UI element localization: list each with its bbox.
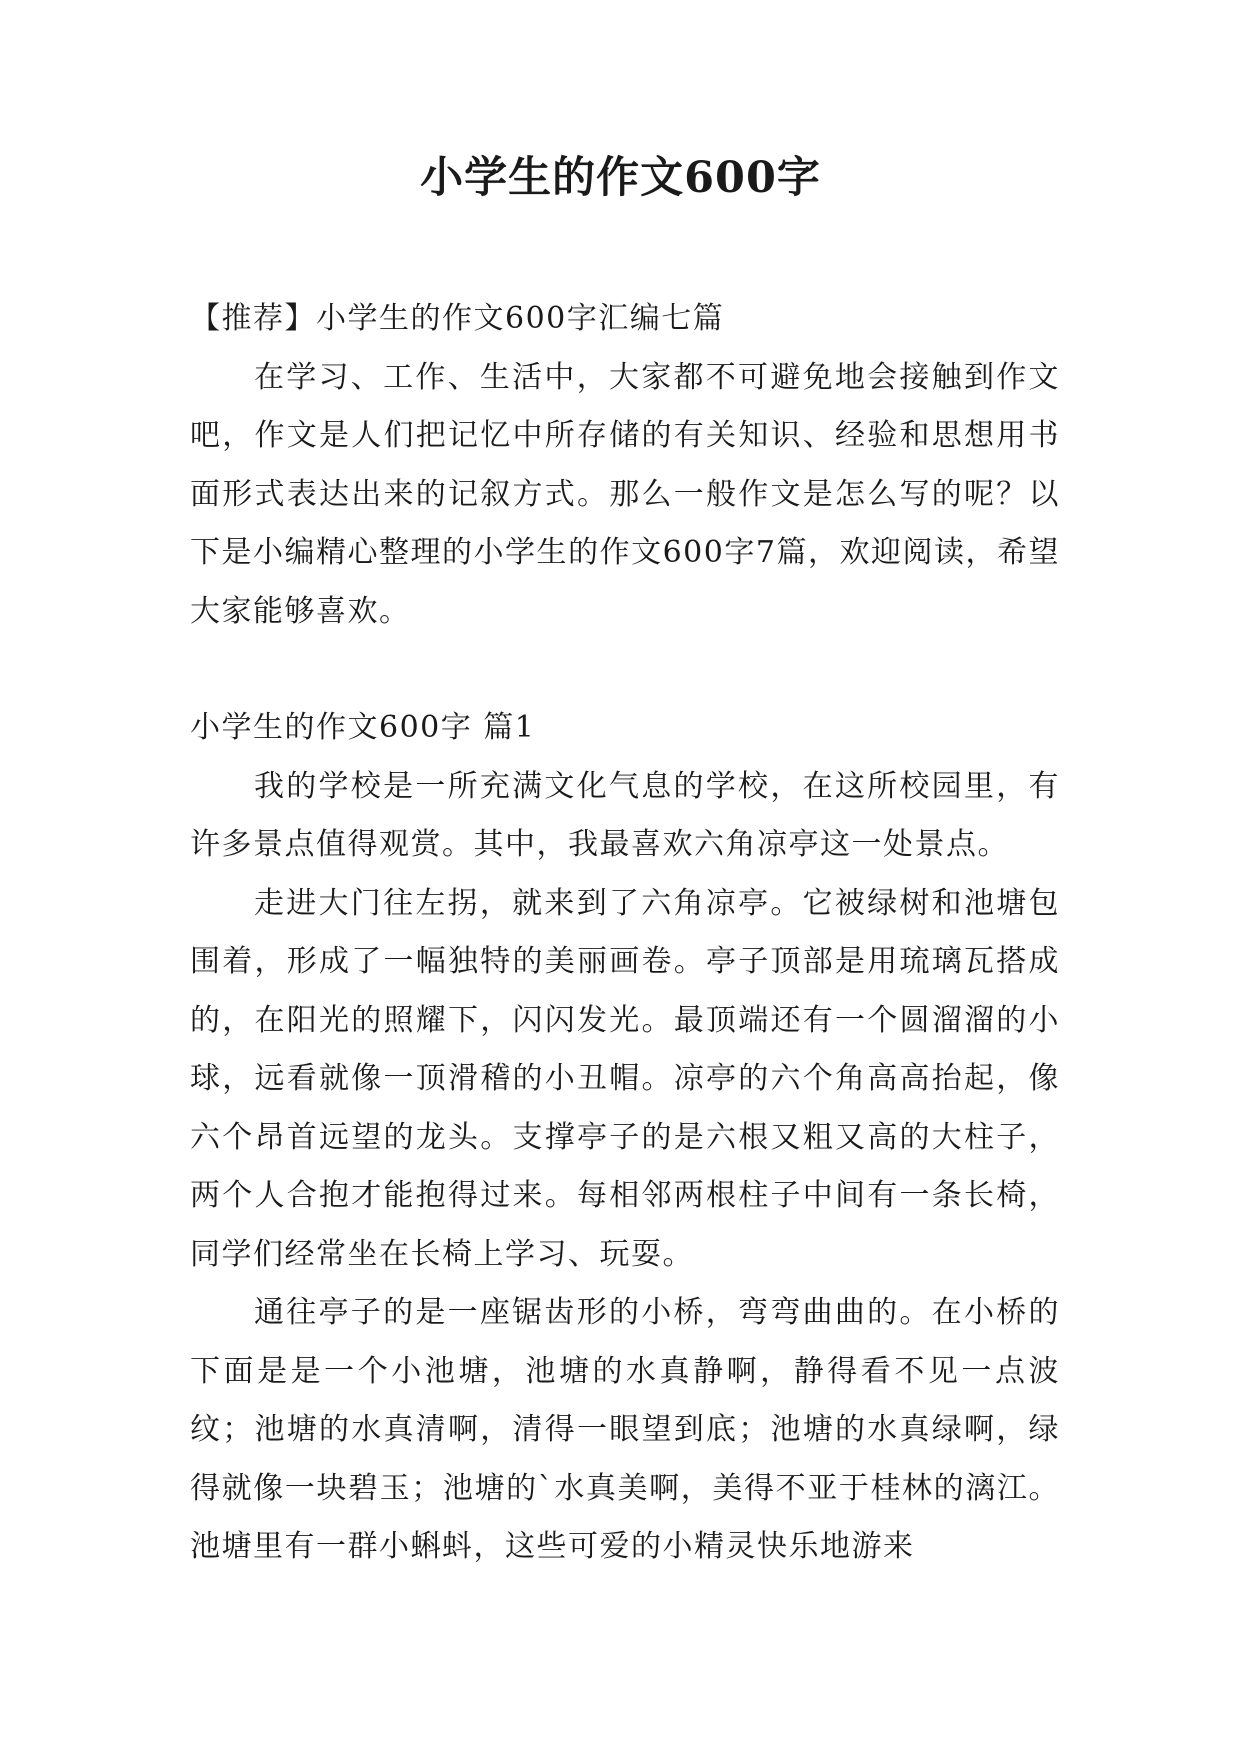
- section-heading: 小学生的作文600字 篇1: [190, 710, 536, 745]
- intro-paragraph: 在学习、工作、生活中，大家都不可避免地会接触到作文吧，作文是人们把记忆中所存储的有关知识、经验和思想用书面形式表达出来的记叙方式。那么一般作文是怎么写的呢？以下是小编精心整理的小学生的作文600字7篇，欢迎阅读，希望大家能够喜欢。: [190, 359, 1060, 629]
- body-paragraph: 我的学校是一所充满文化气息的学校，在这所校园里，有许多景点值得观赏。其中，我最喜欢六角凉亭这一处景点。: [190, 768, 1060, 862]
- body-paragraph: 通往亭子的是一座锯齿形的小桥，弯弯曲曲的。在小桥的下面是是一个小池塘，池塘的水真静啊，静得看不见一点波纹；池塘的水真清啊，清得一眼望到底；池塘的水真绿啊，绿得就像一块碧玉；池塘的`水真美啊，美得不亚于桂林的漓江。池塘里有一群小蝌蚪，这些可爱的小精灵快乐地游来: [190, 1295, 1060, 1564]
- section-spacer: [190, 641, 1060, 699]
- recommend-line: 【推荐】小学生的作文600字汇编七篇: [190, 301, 725, 336]
- document-body: [190, 290, 1060, 1577]
- page-title: 小学生的作文600字: [420, 153, 821, 203]
- body-paragraph: 走进大门往左拐，就来到了六角凉亭。它被绿树和池塘包围着，形成了一幅独特的美丽画卷。亭子顶部是用琉璃瓦搭成的，在阳光的照耀下，闪闪发光。最顶端还有一个圆溜溜的小球，远看就像一顶滑稽的小丑帽。凉亭的六个角高高抬起，像六个昂首远望的龙头。支撑亭子的是六根又粗又高的大柱子，两个人合抱才能抱得过来。每相邻两根柱子中间有一条长椅，同学们经常坐在长椅上学习、玩耍。: [190, 885, 1060, 1272]
